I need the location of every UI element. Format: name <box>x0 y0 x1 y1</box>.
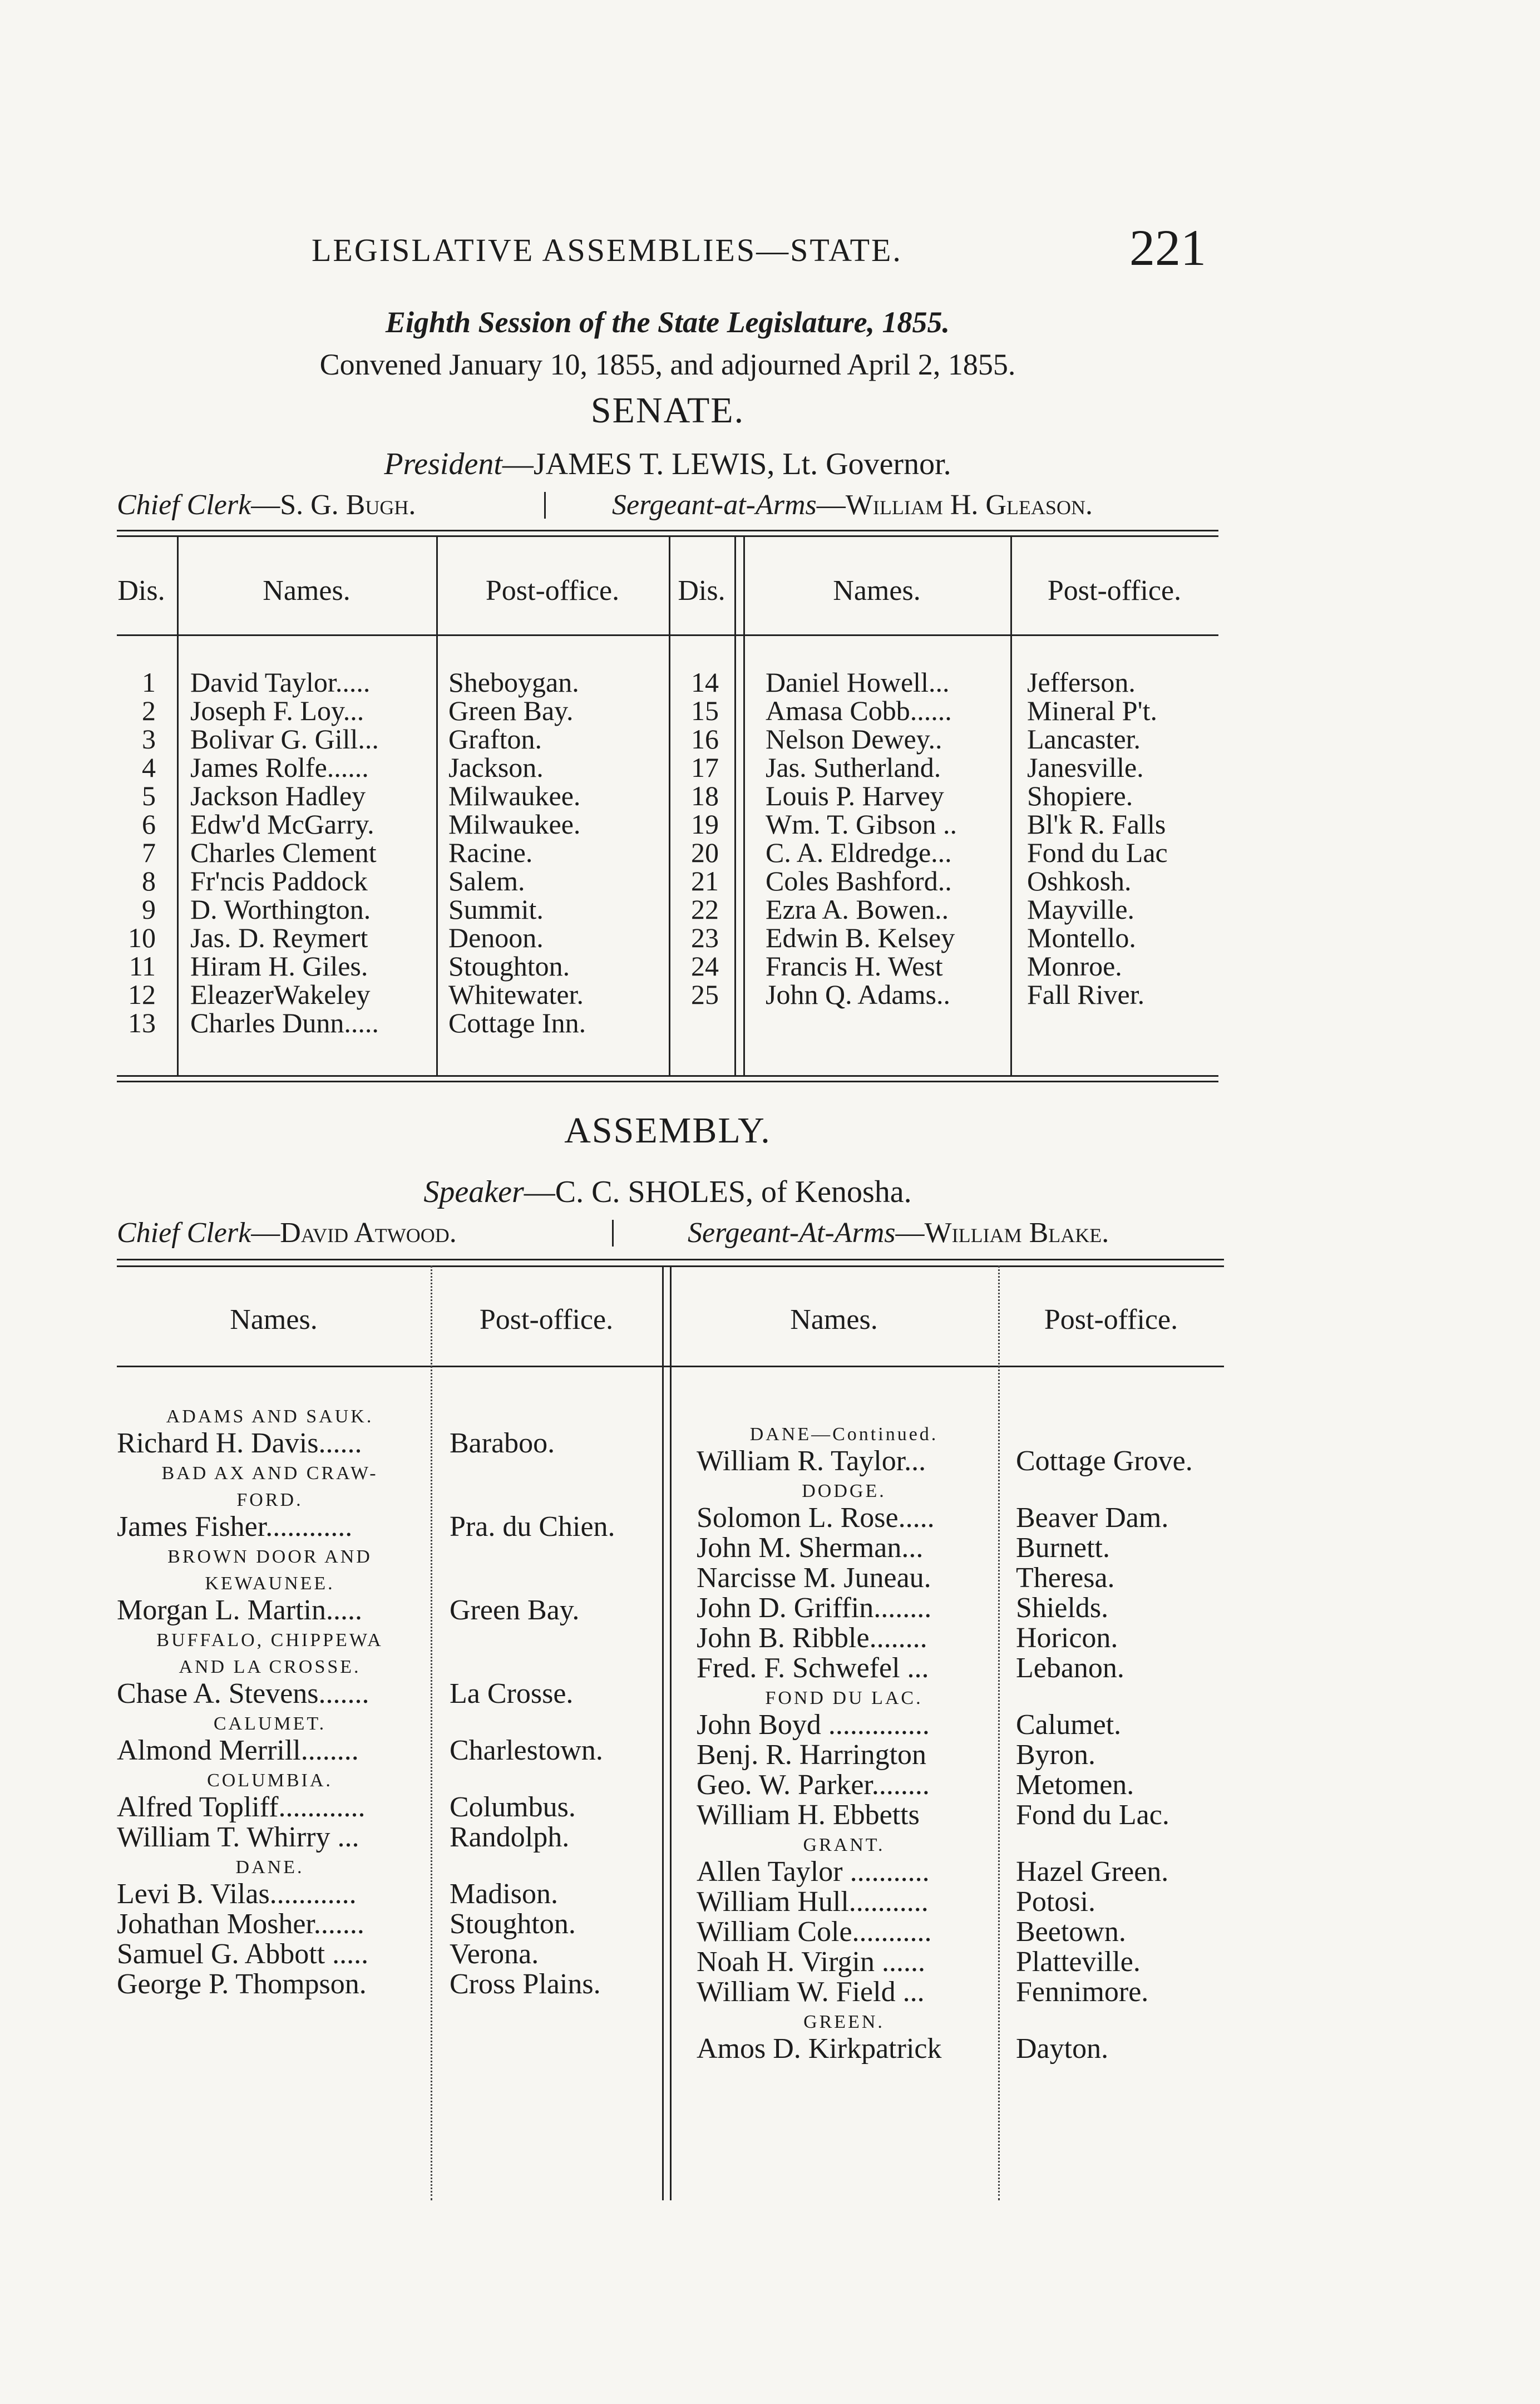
col-divider <box>670 1265 672 2200</box>
district-number: 15 <box>691 695 719 726</box>
rule <box>117 634 1218 636</box>
district-number: 6 <box>142 809 156 840</box>
post-office: Shopiere. <box>1027 780 1133 811</box>
senator-name: Joseph F. Loy... <box>190 695 364 726</box>
senator-name: Edwin B. Kelsey <box>766 922 955 953</box>
member-name: Chase A. Stevens....... <box>117 1678 369 1710</box>
post-office: Pra. du Chien. <box>450 1511 615 1543</box>
chief-clerk-name: —David Atwood. <box>251 1217 457 1249</box>
post-office: Salem. <box>448 865 525 896</box>
post-office: Dayton. <box>1016 2033 1109 2065</box>
post-office: Charlestown. <box>450 1735 603 1766</box>
column-header: Post-office. <box>1047 575 1182 607</box>
post-office: La Crosse. <box>450 1678 574 1710</box>
senator-name: Amasa Cobb...... <box>766 695 952 726</box>
county-heading: BROWN DOOR AND <box>167 1546 372 1567</box>
member-name: John M. Sherman... <box>697 1532 924 1564</box>
county-heading: FOND DU LAC. <box>765 1688 923 1708</box>
column-header: Post-office. <box>479 1304 614 1336</box>
member-name: John B. Ribble........ <box>697 1622 927 1654</box>
senate-heading: SENATE. <box>590 390 745 431</box>
member-name: James Fisher............ <box>117 1511 353 1543</box>
running-header: LEGISLATIVE ASSEMBLIES—STATE. <box>312 232 902 268</box>
member-name: Allen Taylor ........... <box>697 1856 930 1888</box>
district-number: 13 <box>128 1007 156 1038</box>
post-office: Summit. <box>448 894 544 925</box>
page-number: 221 <box>1129 219 1206 276</box>
post-office: Cottage Inn. <box>448 1007 586 1038</box>
county-heading: DODGE. <box>802 1481 886 1501</box>
district-number: 23 <box>691 922 719 953</box>
district-number: 16 <box>691 723 719 755</box>
post-office: Baraboo. <box>450 1427 555 1459</box>
senator-name: James Rolfe...... <box>190 752 369 783</box>
post-office: Potosi. <box>1016 1886 1096 1918</box>
post-office: Milwaukee. <box>448 780 581 811</box>
senator-name: Hiram H. Giles. <box>190 950 368 982</box>
column-header: Names. <box>833 575 921 607</box>
senator-name: EleazerWakeley <box>190 979 371 1010</box>
post-office: Hazel Green. <box>1016 1856 1169 1888</box>
district-number: 22 <box>691 894 719 925</box>
col-divider <box>998 1265 1000 2200</box>
member-name: Almond Merrill........ <box>117 1735 359 1766</box>
post-office: Cottage Grove. <box>1016 1445 1193 1477</box>
assembly-sergeant <box>688 1216 1109 1249</box>
column-header: Post-office. <box>485 575 620 607</box>
post-office: Whitewater. <box>448 979 584 1010</box>
post-office: Monroe. <box>1027 950 1122 982</box>
county-heading: BUFFALO, CHIPPEWA <box>156 1630 383 1651</box>
column-header: Names. <box>230 1304 318 1336</box>
senator-name: D. Worthington. <box>190 894 371 925</box>
post-office: Green Bay. <box>448 695 574 726</box>
district-number: 21 <box>691 865 719 896</box>
district-number: 7 <box>142 837 156 868</box>
rule <box>117 530 1218 531</box>
col-divider <box>1010 535 1012 1075</box>
col-divider <box>743 535 745 1075</box>
member-name: Noah H. Virgin ...... <box>697 1946 925 1978</box>
member-name: Narcisse M. Juneau. <box>697 1562 931 1594</box>
post-office: Verona. <box>450 1938 539 1970</box>
district-number: 24 <box>691 950 719 982</box>
post-office: Montello. <box>1027 922 1136 953</box>
member-name: Benj. R. Harrington <box>697 1739 927 1771</box>
column-header: Dis. <box>117 575 165 607</box>
post-office: Theresa. <box>1016 1562 1115 1594</box>
post-office: Racine. <box>448 837 533 868</box>
county-heading: FORD. <box>236 1490 303 1510</box>
speaker-label: Speaker <box>423 1175 524 1209</box>
col-divider <box>436 535 438 1075</box>
post-office: Mineral P't. <box>1027 695 1157 726</box>
senator-name: Fr'ncis Paddock <box>190 865 368 896</box>
post-office: Fennimore. <box>1016 1976 1149 2008</box>
post-office: Fond du Lac. <box>1016 1799 1169 1831</box>
post-office: Beaver Dam. <box>1016 1502 1169 1534</box>
president-name: —JAMES T. LEWIS, Lt. Governor. <box>502 447 951 481</box>
district-number: 9 <box>142 894 156 925</box>
district-number: 14 <box>691 667 719 698</box>
post-office: Janesville. <box>1027 752 1144 783</box>
post-office: Metomen. <box>1016 1769 1134 1801</box>
chief-clerk-label: Chief Clerk <box>117 489 251 521</box>
session-dates: Convened January 10, 1855, and adjourned April 2, 1855. <box>319 348 1016 381</box>
county-heading: COLUMBIA. <box>207 1770 333 1791</box>
assembly-chief-clerk <box>117 1216 457 1249</box>
post-office: Bl'k R. Falls <box>1027 809 1166 840</box>
member-name: George P. Thompson. <box>117 1968 367 2000</box>
district-number: 18 <box>691 780 719 811</box>
sergeant-name: —William H. Gleason. <box>816 489 1093 521</box>
post-office: Horicon. <box>1016 1622 1118 1654</box>
county-heading: BAD AX AND CRAW- <box>161 1463 378 1484</box>
district-number: 5 <box>142 780 156 811</box>
column-header: Names. <box>263 575 351 607</box>
district-number: 20 <box>691 837 719 868</box>
senator-name: C. A. Eldredge... <box>766 837 952 868</box>
col-divider <box>734 535 736 1075</box>
post-office: Burnett. <box>1016 1532 1110 1564</box>
senate-chief-clerk <box>117 489 416 521</box>
speaker-name: —C. C. SHOLES, of Kenosha. <box>524 1175 912 1209</box>
district-number: 12 <box>128 979 156 1010</box>
senator-name: Coles Bashford.. <box>766 865 952 896</box>
county-heading: GREEN. <box>803 2012 885 2032</box>
post-office: Shields. <box>1016 1592 1109 1624</box>
senator-name: Charles Dunn..... <box>190 1007 379 1038</box>
column-header: Post-office. <box>1044 1304 1178 1336</box>
chief-clerk-name: —S. G. Bugh. <box>251 489 416 521</box>
post-office: Platteville. <box>1016 1946 1141 1978</box>
member-name: Alfred Topliff............ <box>117 1791 366 1823</box>
session-title: Eighth Session of the State Legislature, 1855. <box>385 306 950 339</box>
district-number: 25 <box>691 979 719 1010</box>
post-office: Oshkosh. <box>1027 865 1132 896</box>
district-number: 10 <box>128 922 156 953</box>
col-divider <box>431 1265 432 2200</box>
member-name: Johathan Mosher....... <box>117 1908 364 1940</box>
senator-name: Jas. Sutherland. <box>766 752 941 783</box>
member-name: Solomon L. Rose..... <box>697 1502 935 1534</box>
clerk-separator <box>612 1220 614 1247</box>
member-name: William H. Ebbetts <box>697 1799 920 1831</box>
member-name: Levi B. Vilas............ <box>117 1878 357 1910</box>
member-name: William T. Whirry ... <box>117 1821 359 1853</box>
column-header: Names. <box>790 1304 878 1336</box>
president-label: President <box>384 447 502 481</box>
post-office: Mayville. <box>1027 894 1135 925</box>
senator-name: Wm. T. Gibson .. <box>766 809 957 840</box>
post-office: Madison. <box>450 1878 558 1910</box>
member-name: William W. Field ... <box>697 1976 925 2008</box>
county-heading: CALUMET. <box>213 1713 327 1734</box>
post-office: Sheboygan. <box>448 667 579 698</box>
sergeant-label: Sergeant-at-Arms <box>612 489 817 521</box>
district-number: 4 <box>142 752 156 783</box>
district-number: 19 <box>691 809 719 840</box>
assembly-speaker <box>0 1174 1335 1210</box>
post-office: Randolph. <box>450 1821 570 1853</box>
clerk-separator <box>544 492 546 519</box>
post-office: Beetown. <box>1016 1916 1126 1948</box>
chief-clerk-label: Chief Clerk <box>117 1217 251 1249</box>
district-number: 3 <box>142 723 156 755</box>
post-office: Lebanon. <box>1016 1652 1124 1684</box>
member-name: John Boyd .............. <box>697 1709 930 1741</box>
post-office: Jefferson. <box>1027 667 1136 698</box>
county-heading: DANE. <box>235 1857 304 1878</box>
senator-name: John Q. Adams.. <box>766 979 950 1010</box>
post-office: Grafton. <box>448 723 542 755</box>
district-number: 2 <box>142 695 156 726</box>
member-name: Fred. F. Schwefel ... <box>697 1652 929 1684</box>
senator-name: Edw'd McGarry. <box>190 809 374 840</box>
senate-president <box>0 446 1335 482</box>
sergeant-label: Sergeant-At-Arms <box>688 1217 896 1249</box>
member-name: Amos D. Kirkpatrick <box>697 2033 942 2065</box>
senator-name: Bolivar G. Gill... <box>190 723 379 755</box>
post-office: Lancaster. <box>1027 723 1141 755</box>
senator-name: Charles Clement <box>190 837 377 868</box>
post-office: Stoughton. <box>448 950 570 982</box>
senator-name: Nelson Dewey.. <box>766 723 942 755</box>
assembly-heading: ASSEMBLY. <box>564 1110 771 1151</box>
rule <box>117 1075 1218 1077</box>
col-divider <box>662 1265 664 2200</box>
county-heading: AND LA CROSSE. <box>179 1657 361 1677</box>
county-heading: GRANT. <box>803 1835 885 1855</box>
post-office: Denoon. <box>448 922 544 953</box>
senator-name: Daniel Howell... <box>766 667 950 698</box>
rule <box>117 1081 1218 1082</box>
member-name: John D. Griffin........ <box>697 1592 932 1624</box>
post-office: Milwaukee. <box>448 809 581 840</box>
member-name: William Hull........... <box>697 1886 929 1918</box>
member-name: William R. Taylor... <box>697 1445 926 1477</box>
post-office: Fall River. <box>1027 979 1145 1010</box>
post-office: Cross Plains. <box>450 1968 601 2000</box>
member-name: Richard H. Davis...... <box>117 1427 362 1459</box>
senator-name: Louis P. Harvey <box>766 780 944 811</box>
district-number: 17 <box>691 752 719 783</box>
senator-name: Jackson Hadley <box>190 780 366 811</box>
district-number: 1 <box>142 667 156 698</box>
senator-name: Francis H. West <box>766 950 943 982</box>
county-heading: ADAMS AND SAUK. <box>166 1406 374 1427</box>
senator-name: Ezra A. Bowen.. <box>766 894 949 925</box>
member-name: Samuel G. Abbott ..... <box>117 1938 369 1970</box>
member-name: Geo. W. Parker........ <box>697 1769 930 1801</box>
rule <box>117 535 1218 537</box>
senator-name: David Taylor..... <box>190 667 371 698</box>
post-office: Fond du Lac <box>1027 837 1168 868</box>
rule <box>117 1259 1224 1260</box>
post-office: Calumet. <box>1016 1709 1122 1741</box>
member-name: Morgan L. Martin..... <box>117 1594 362 1626</box>
senate-sergeant <box>612 489 1093 521</box>
county-heading: KEWAUNEE. <box>205 1573 335 1594</box>
post-office: Columbus. <box>450 1791 576 1823</box>
sergeant-name: —William Blake. <box>895 1217 1109 1249</box>
senator-name: Jas. D. Reymert <box>190 922 368 953</box>
post-office: Green Bay. <box>450 1594 580 1626</box>
member-name: William Cole........... <box>697 1916 932 1948</box>
county-heading: DANE—Continued. <box>749 1424 939 1445</box>
column-header: Dis. <box>678 575 725 607</box>
post-office: Byron. <box>1016 1739 1095 1771</box>
district-number: 8 <box>142 865 156 896</box>
col-divider <box>177 535 179 1075</box>
post-office: Jackson. <box>448 752 544 783</box>
post-office: Stoughton. <box>450 1908 576 1940</box>
district-number: 11 <box>129 950 156 982</box>
